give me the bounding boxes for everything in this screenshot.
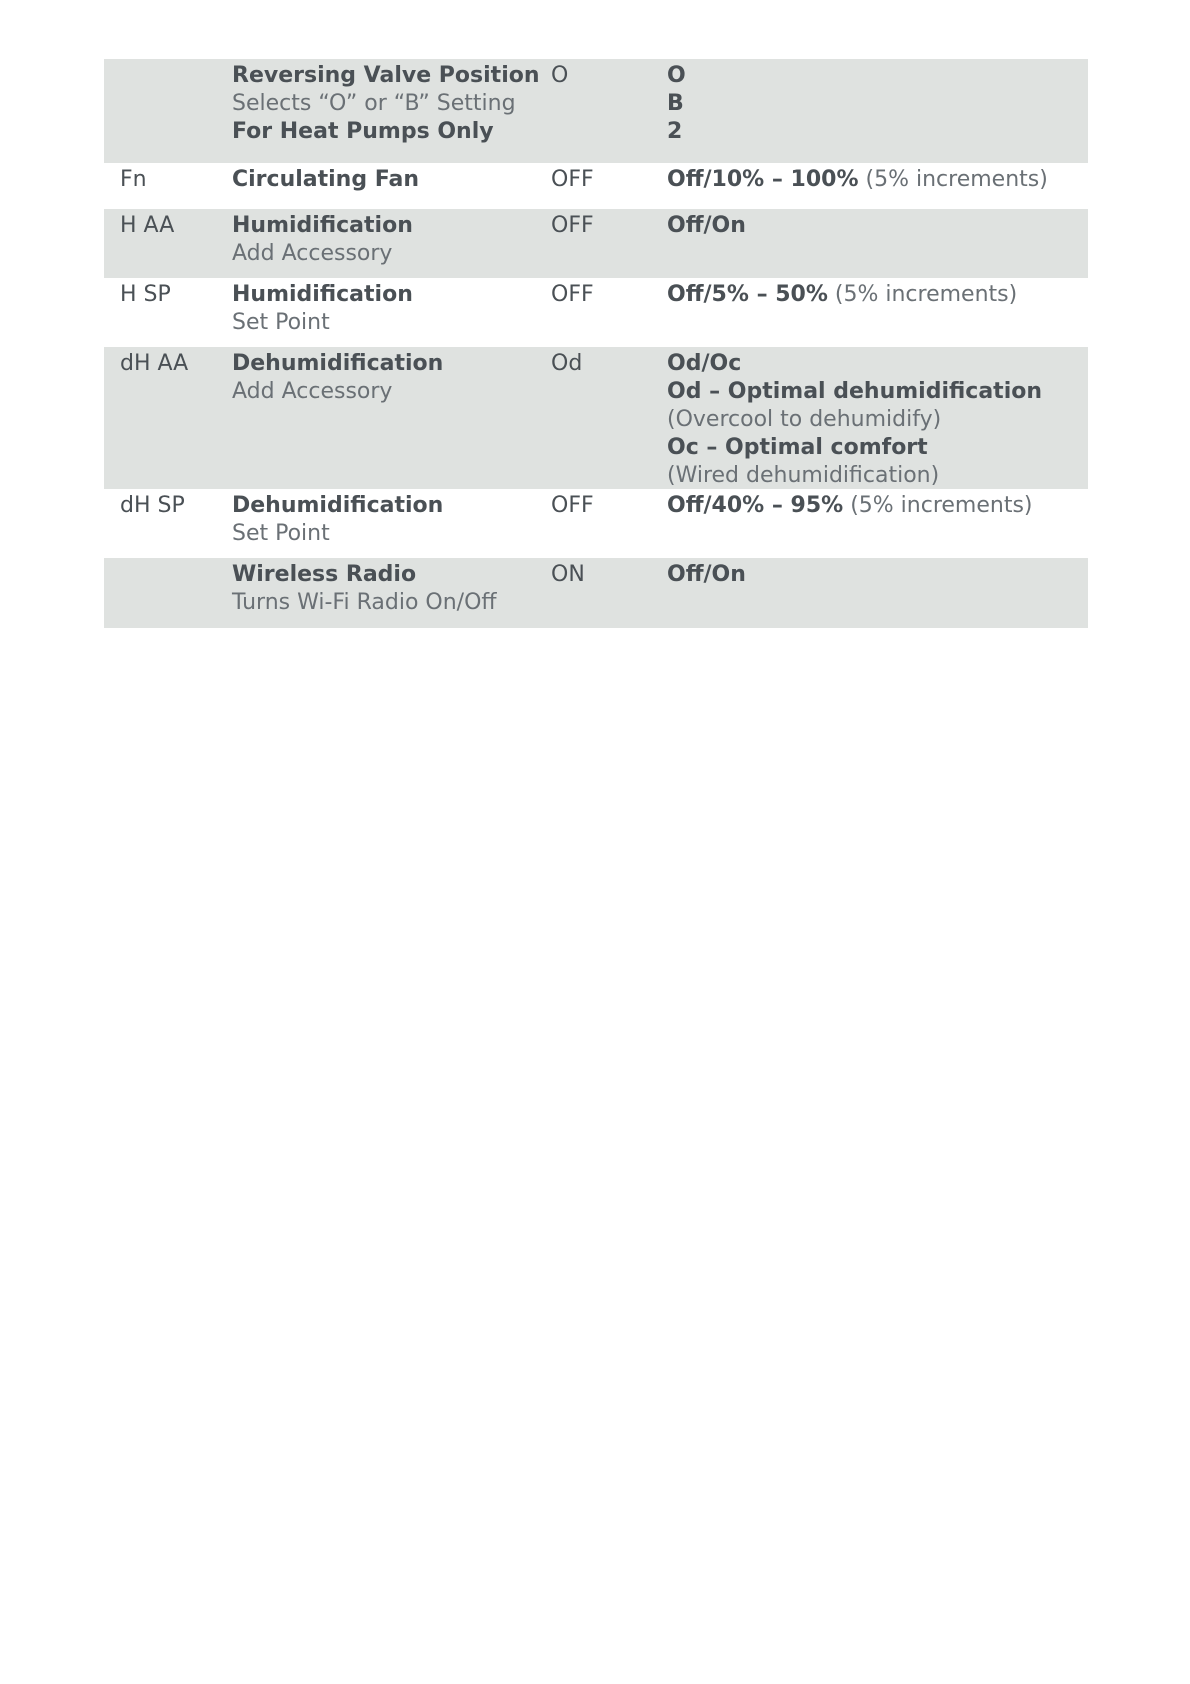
row-range	[667, 492, 1033, 520]
row-name: Reversing Valve Position	[232, 63, 540, 88]
row-name-cell	[232, 62, 540, 146]
row-code: dH SP	[120, 493, 185, 518]
row-range-cell	[667, 212, 746, 240]
range-option-o: O	[667, 63, 686, 88]
row-code: H AA	[120, 213, 175, 238]
table-row-wireless-radio	[104, 558, 1088, 628]
range-main: Off/On	[667, 213, 746, 238]
range-note: (5% increments)	[834, 282, 1018, 307]
row-name: Circulating Fan	[232, 167, 419, 192]
row-name-sub: Set Point	[232, 310, 330, 335]
row-name-cell	[232, 350, 443, 406]
row-range-cell	[667, 62, 686, 146]
row-name: Humidification	[232, 213, 413, 238]
row-range-cell	[667, 561, 746, 589]
row-name-sub: Add Accessory	[232, 241, 393, 266]
range-od-note: (Overcool to dehumidify)	[667, 407, 942, 432]
row-default: Od	[551, 351, 583, 376]
table-row-humidification-setpoint	[104, 278, 1088, 347]
row-range-cell	[667, 281, 1017, 309]
table-row-dehumidification-setpoint	[104, 489, 1088, 558]
range-main: Off/10% – 100%	[667, 167, 859, 192]
range-main: Off/5% – 50%	[667, 282, 828, 307]
row-code: dH AA	[120, 351, 189, 376]
range-option-2: 2	[667, 119, 683, 144]
row-code: H SP	[120, 282, 171, 307]
table-row-humidification-accessory	[104, 209, 1088, 278]
range-option-b: B	[667, 91, 684, 116]
range-note: (5% increments)	[865, 167, 1048, 192]
table-row-circulating-fan	[104, 163, 1088, 209]
range-main: Off/On	[667, 562, 746, 587]
row-range-cell	[667, 166, 1048, 194]
row-name-cell	[232, 561, 497, 617]
row-name-sub: Add Accessory	[232, 379, 393, 404]
row-default: OFF	[551, 282, 594, 307]
row-name: Humidification	[232, 282, 413, 307]
row-name-cell	[232, 281, 413, 337]
row-name: Dehumidification	[232, 351, 444, 376]
row-range	[667, 166, 1048, 194]
row-name-sub: Set Point	[232, 521, 330, 546]
row-name-sub2: For Heat Pumps Only	[232, 119, 494, 144]
range-main: Off/40% – 95%	[667, 493, 844, 518]
range-oc: Oc – Optimal comfort	[667, 435, 928, 460]
row-name-cell	[232, 212, 413, 268]
row-name-cell	[232, 166, 419, 194]
range-oc-note: (Wired dehumidification)	[667, 463, 940, 488]
row-name: Wireless Radio	[232, 562, 417, 587]
row-range	[667, 281, 1017, 309]
row-default: OFF	[551, 167, 594, 192]
row-default: O	[551, 63, 569, 88]
row-name-sub: Selects “O” or “B” Setting	[232, 91, 516, 116]
range-main: Od/Oc	[667, 351, 742, 376]
range-od: Od – Optimal dehumidification	[667, 379, 1043, 404]
row-range-cell	[667, 492, 1033, 520]
row-name-cell	[232, 492, 443, 548]
row-default: OFF	[551, 213, 594, 238]
settings-table	[104, 59, 1088, 628]
row-code: Fn	[120, 167, 147, 192]
table-row-reversing-valve	[104, 59, 1088, 163]
row-default: OFF	[551, 493, 594, 518]
row-name-sub: Turns Wi-Fi Radio On/Off	[232, 590, 497, 615]
table-row-dehumidification-accessory	[104, 347, 1088, 489]
row-range-cell	[667, 350, 1042, 490]
row-name: Dehumidification	[232, 493, 444, 518]
range-note: (5% increments)	[850, 493, 1033, 518]
row-default: ON	[551, 562, 585, 587]
